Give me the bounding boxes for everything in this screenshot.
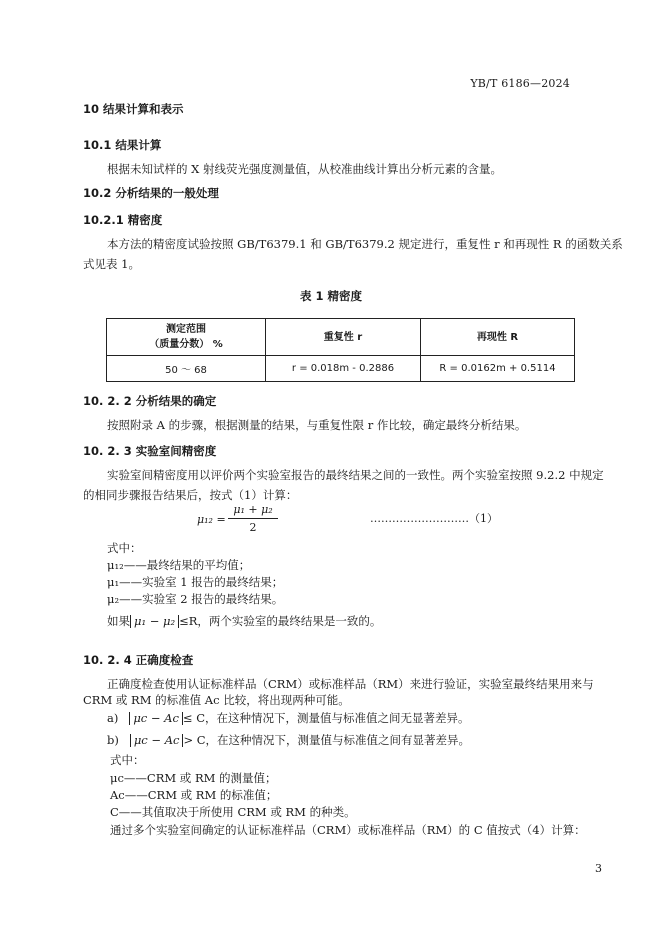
section-10-2-4-text-line2: CRM 或 RM 的标准值 Ac 比较，将出现两种可能。 bbox=[83, 693, 350, 707]
section-10-2-1-text-line1: 本方法的精密度试验按照 GB/T6379.1 和 GB/T6379.2 规定进行，重复性 r 和再现性 R 的函数关系 bbox=[107, 237, 623, 251]
formula-1-numerator: μ₁ + μ₂ bbox=[228, 503, 278, 519]
case-b-label: b) bbox=[107, 733, 119, 747]
section-10-2-4-def-2: Ac——CRM 或 RM 的标准值； bbox=[110, 788, 278, 802]
table-1-caption: 表 1 精密度 bbox=[299, 289, 362, 303]
case-a-text: ，在这种情况下，测量值与标准值之间无显著差异。 bbox=[205, 711, 470, 725]
section-10-2-4-title: 10. 2. 4 正确度检查 bbox=[83, 653, 194, 667]
section-10-2-2-text: 按照附录 A 的步骤，根据测量的结果，与重复性限 r 作比较，确定最终分析结果。 bbox=[107, 418, 527, 432]
table-row bbox=[107, 356, 575, 382]
case-b-text: ，在这种情况下，测量值与标准值之间有显著差异。 bbox=[205, 733, 471, 747]
formula-1-def-2: μ₁——实验室 1 报告的最终结果； bbox=[107, 575, 284, 589]
case-a-abs: μc − Ac bbox=[129, 712, 183, 725]
abs-difference: μ₁ − μ₂ bbox=[130, 615, 179, 628]
section-10-2-3-text-line2: 的相同步骤报告结果后，按式（1）计算： bbox=[83, 488, 298, 502]
cell-range: 50 ～ 68 bbox=[107, 356, 266, 382]
case-a-rel: ≤ C bbox=[182, 711, 206, 725]
standard-number: YB/T 6186—2024 bbox=[470, 77, 570, 90]
section-10-2-4-last-line: 通过多个实验室间确定的认证标准样品（CRM）或标准样品（RM）的 C 值按式（4）计算： bbox=[110, 823, 586, 837]
cell-repeatability: r = 0.018m - 0.2886 bbox=[266, 356, 421, 382]
section-10-1-title: 10.1 结果计算 bbox=[83, 138, 162, 152]
header-range-line2: （质量分数） % bbox=[149, 339, 223, 350]
case-a bbox=[107, 710, 470, 726]
formula-1-where: 式中： bbox=[107, 541, 142, 555]
header-range-line1: 测定范围 bbox=[166, 324, 206, 335]
case-a-label: a) bbox=[107, 711, 119, 725]
precision-table bbox=[106, 318, 575, 382]
case-b-rel: > C bbox=[183, 733, 206, 747]
section-10-2-4-def-1: μc——CRM 或 RM 的测量值； bbox=[110, 771, 277, 785]
section-10-2-3-title: 10. 2. 3 实验室间精密度 bbox=[83, 444, 217, 458]
section-10-2-4-text-line1: 正确度检查使用认证标准样品（CRM）或标准样品（RM）来进行验证，实验室最终结果用来与 bbox=[107, 677, 594, 691]
formula-1-lhs-text: μ₁₂ = bbox=[197, 513, 226, 526]
page-number: 3 bbox=[595, 862, 602, 875]
section-10-2-1-text-line2: 式见表 1。 bbox=[83, 257, 140, 271]
header-range bbox=[107, 319, 266, 356]
formula-1-denominator: 2 bbox=[249, 521, 257, 534]
section-10-2-4-where: 式中： bbox=[110, 753, 145, 767]
section-10-2-1-title: 10.2.1 精密度 bbox=[83, 213, 163, 227]
header-reproducibility: 再现性 R bbox=[421, 319, 575, 356]
section-10-title: 10 结果计算和表示 bbox=[83, 102, 184, 116]
section-10-2-title: 10.2 分析结果的一般处理 bbox=[83, 186, 219, 200]
section-10-2-4-def-3: C——其值取决于所使用 CRM 或 RM 的种类。 bbox=[110, 805, 356, 819]
formula-1-tag: ………………………（1） bbox=[370, 512, 498, 525]
formula-1-def-3: μ₂——实验室 2 报告的最终结果。 bbox=[107, 592, 284, 606]
condition-prefix: 如果 bbox=[107, 614, 130, 628]
section-10-2-3-text-line1: 实验室间精密度用以评价两个实验室报告的最终结果之间的一致性。两个实验室按照 9.2.2 中规定 bbox=[107, 468, 604, 482]
case-b-abs: μc − Ac bbox=[130, 734, 184, 747]
case-b bbox=[107, 732, 470, 748]
header-repeatability: 重复性 r bbox=[266, 319, 421, 356]
cell-reproducibility: R = 0.0162m + 0.5114 bbox=[421, 356, 575, 382]
section-10-2-2-title: 10. 2. 2 分析结果的确定 bbox=[83, 394, 217, 408]
formula-1-lhs bbox=[197, 513, 226, 526]
formula-1-def-1: μ₁₂——最终结果的平均值； bbox=[107, 558, 251, 572]
formula-1-fraction bbox=[228, 503, 278, 534]
condition-suffix: ≤R，两个实验室的最终结果是一致的。 bbox=[179, 614, 382, 628]
consistency-condition bbox=[107, 613, 381, 629]
section-10-1-text: 根据未知试样的 X 射线荧光强度测量值，从校准曲线计算出分析元素的含量。 bbox=[107, 162, 502, 176]
table-header-row bbox=[107, 319, 575, 356]
